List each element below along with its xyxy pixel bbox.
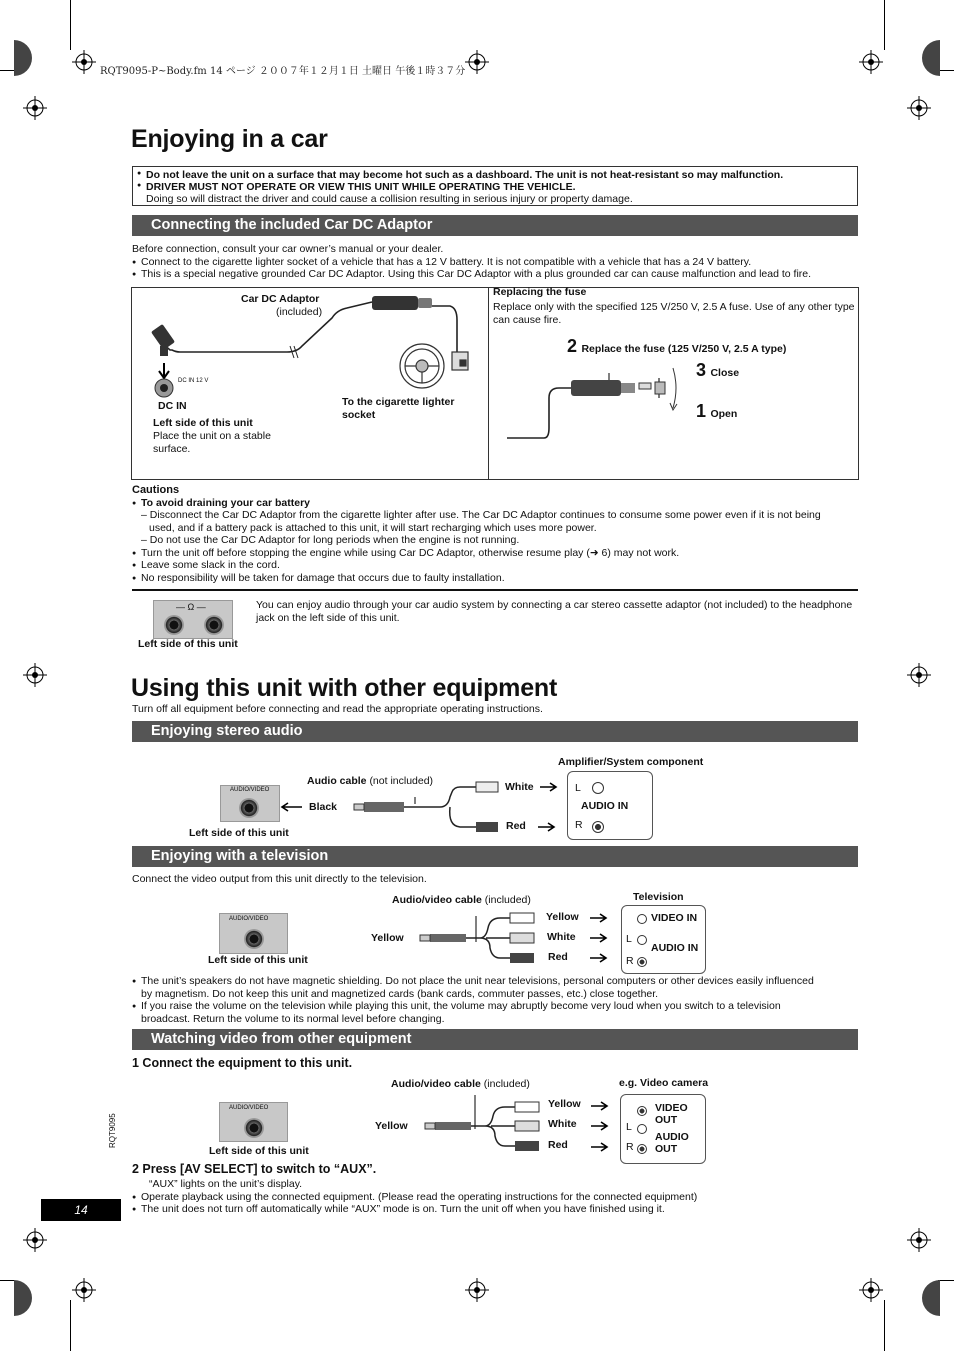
car-bullet-1: ● Connect to the cigarette lighter socket of a vehicle that has a 12 V battery. It is not compatible with a vehicle that has a 24 V battery.	[132, 256, 858, 269]
tv-cable-note: (included)	[484, 894, 531, 906]
stereo-black-label: Black	[309, 801, 338, 813]
warning-1: ● Do not leave the unit on a surface that may become hot such as a dashboard. The unit is not heat-resistant so may malfunction.	[137, 169, 853, 181]
amp-r-jack	[592, 821, 604, 833]
video-cable-bold: Audio/video cable	[391, 1078, 481, 1090]
tv-cable-bold: Audio/video cable	[392, 894, 482, 906]
tv-av-jack	[219, 913, 288, 954]
section-video: Watching video from other equipment	[132, 1029, 858, 1050]
car-bullet-2: ● This is a special negative grounded Car DC Adaptor. Using this Car DC Adaptor with a plus grounded car can cause malfunction and lead to fire.	[132, 268, 858, 281]
tv-yellow-label: Yellow	[546, 911, 579, 923]
video-jack-hole	[244, 1118, 264, 1138]
tv-cable-label	[392, 894, 531, 906]
step-2-number: 2	[567, 336, 578, 356]
cam-r-jack	[637, 1144, 647, 1154]
jack-hole-2	[204, 615, 224, 635]
cautions	[132, 484, 862, 584]
fuse-title: Replacing the fuse	[493, 286, 587, 298]
cam-audio-out-2: OUT	[655, 1143, 678, 1155]
fuse-step-1	[696, 401, 737, 422]
tv-r-label: R	[626, 955, 634, 967]
video-yellow-plug-label: Yellow	[375, 1120, 408, 1132]
fuse-text: Replace only with the specified 125 V/250 V, 2.5 A fuse. Use of any other type can cause fire.	[493, 301, 855, 326]
video-cable-note: (included)	[483, 1078, 530, 1090]
tv-note-2: ● If you raise the volume on the television while playing this unit, the volume may abruptly become very loud when you switch to a television	[132, 1000, 862, 1013]
tv-intro: Connect the video output from this unit directly to the television.	[132, 873, 427, 885]
stereo-av-label: AUDIO/VIDEO	[230, 787, 270, 793]
stereo-left-side: Left side of this unit	[189, 827, 289, 839]
cautions-dash-1b: used, and if a battery pack is attached to this unit, it will start recharging which uses more power.	[149, 521, 597, 534]
tv-left-side: Left side of this unit	[208, 954, 308, 966]
headphone-jack-illustration	[153, 600, 233, 639]
jack-hole-1	[164, 615, 184, 635]
cam-r-label: R	[626, 1141, 634, 1153]
video-notes	[132, 1178, 862, 1216]
television-box	[621, 905, 706, 974]
fuse-step-2	[567, 336, 786, 357]
tv-l-label: L	[626, 933, 632, 945]
tv-r-jack	[637, 957, 647, 967]
video-red-label: Red	[548, 1139, 568, 1151]
step-1-number: 1	[696, 401, 707, 421]
television-label: Television	[633, 891, 684, 903]
page-title-car: Enjoying in a car	[131, 125, 328, 153]
tv-note-1: ● The unit’s speakers do not have magnetic shielding. Do not place the unit near televisions, personal computers or other devices easily influenced	[132, 975, 862, 988]
tv-note-2b: broadcast. Return the volume to its normal level before changing.	[141, 1012, 445, 1025]
other-intro: Turn off all equipment before connecting and read the appropriate operating instructions.	[132, 703, 543, 715]
file-header: RQT9095-P~Body.fm 14 ページ ２００７年１２月１日 土曜日 午後１時３７分	[100, 66, 466, 77]
amp-l-jack	[592, 782, 604, 794]
tv-jack-hole	[244, 929, 264, 949]
section-rule	[132, 589, 858, 591]
cautions-dash-2: – Do not use the Car DC Adaptor for long periods when the engine is not running.	[141, 534, 520, 546]
video-av-jack	[219, 1102, 288, 1142]
video-bullet-2: ● The unit does not turn off automatically while “AUX” mode is on. Turn the unit off when you have finished using it.	[132, 1203, 862, 1216]
video-yellow-label: Yellow	[548, 1098, 581, 1110]
dc-in-small: DC IN 12 V	[178, 378, 209, 384]
cautions-title: Cautions	[132, 484, 180, 496]
tv-note-1b: by magnetism. Do not keep this unit and magnetized cards (bank cards, commuter passes, etc.) close together.	[141, 987, 659, 1000]
adaptor-label: Car DC Adaptor	[241, 293, 320, 305]
tv-yellow-plug-label: Yellow	[371, 932, 404, 944]
headphone-text: You can enjoy audio through your car audio system by connecting a car stereo cassette adaptor (not included) to the headphone jack on the left side of this unit.	[256, 599, 853, 624]
cam-video-jack	[637, 1106, 647, 1116]
step-3-text: Close	[710, 367, 740, 379]
video-camera-label: e.g. Video camera	[619, 1077, 709, 1089]
amp-r-label: R	[575, 819, 583, 831]
amp-l-label: L	[575, 782, 581, 794]
stereo-cable-note: (not included)	[369, 775, 434, 787]
cam-video-out-1: VIDEO	[655, 1102, 688, 1114]
cautions-dash-1: – Disconnect the Car DC Adaptor from the cigarette lighter after use. The Car DC Adaptor continues to consume some power even if it is not being	[141, 509, 821, 521]
stereo-av-jack	[220, 785, 280, 822]
model-code: RQT9095	[108, 1113, 117, 1148]
step-3-number: 3	[696, 360, 707, 380]
caution-item-3: ● No responsibility will be taken for damage that occurs due to faulty installation.	[132, 572, 862, 585]
video-camera-box	[620, 1094, 706, 1164]
amplifier-box	[567, 771, 653, 840]
video-bullet-1: ● Operate playback using the connected equipment. (Please read the operating instructions for the connected equipment)	[132, 1191, 862, 1204]
video-step-1: 1 Connect the equipment to this unit.	[132, 1056, 353, 1070]
dc-in-label: DC IN	[158, 400, 187, 412]
section-television: Enjoying with a television	[132, 846, 858, 867]
headphone-icon: — Ω —	[176, 602, 206, 612]
cam-l-jack	[637, 1124, 647, 1134]
cam-l-label: L	[626, 1121, 632, 1133]
section-car-dc: Connecting the included Car DC Adaptor	[132, 215, 858, 236]
tv-red-label: Red	[548, 951, 568, 963]
step-1-text: Open	[710, 408, 738, 420]
caution-item-1: ● Turn the unit off before stopping the engine while using Car DC Adaptor, otherwise resume play (➜ 6) may not work.	[132, 547, 862, 560]
tv-white-label: White	[547, 931, 576, 943]
tv-cable-illustration	[410, 908, 620, 968]
video-cable-label	[391, 1078, 530, 1090]
cautions-battery-title: ● To avoid draining your car battery	[132, 497, 862, 510]
left-side-label: Left side of this unit	[153, 417, 253, 429]
stereo-white-label: White	[505, 781, 534, 793]
video-left-side: Left side of this unit	[209, 1145, 309, 1157]
video-white-label: White	[548, 1118, 577, 1130]
cam-audio-out-1: AUDIO	[655, 1131, 689, 1143]
warning-3: Doing so will distract the driver and could cause a collision resulting in serious injury or property damage.	[146, 193, 633, 205]
stereo-cable-bold: Audio cable	[307, 775, 367, 787]
car-intro	[132, 243, 858, 281]
warning-2: ● DRIVER MUST NOT OPERATE OR VIEW THIS UNIT WHILE OPERATING THE VEHICLE.	[137, 181, 853, 193]
car-diagram-box	[131, 287, 859, 480]
adaptor-included: (included)	[276, 306, 323, 318]
aux-note: “AUX” lights on the unit’s display.	[149, 1178, 303, 1190]
step-2-text: Replace the fuse (125 V/250 V, 2.5 A type)	[581, 343, 787, 355]
stereo-red-label: Red	[506, 820, 526, 832]
cigarette-label: To the cigarette lighter socket	[342, 396, 455, 421]
tv-audio-in: AUDIO IN	[651, 942, 699, 954]
amplifier-label: Amplifier/System component	[558, 756, 704, 768]
video-cable-illustration	[415, 1095, 625, 1157]
video-av-label: AUDIO/VIDEO	[229, 1105, 269, 1111]
tv-notes	[132, 975, 862, 1025]
page-title-other: Using this unit with other equipment	[131, 674, 558, 702]
tv-av-label: AUDIO/VIDEO	[229, 916, 269, 922]
tv-video-jack	[637, 914, 647, 924]
left-side-note: Place the unit on a stable surface.	[153, 430, 271, 455]
tv-video-in: VIDEO IN	[651, 912, 698, 924]
amp-audio-in: AUDIO IN	[581, 800, 629, 812]
headphone-left-side: Left side of this unit	[138, 638, 238, 650]
fuse-step-3	[696, 360, 739, 381]
section-stereo: Enjoying stereo audio	[132, 721, 858, 742]
warning-box	[132, 166, 858, 206]
video-step-2: 2 Press [AV SELECT] to switch to “AUX”.	[132, 1162, 377, 1176]
tv-l-jack	[637, 935, 647, 945]
cam-video-out-2: OUT	[655, 1114, 678, 1126]
fuse-illustration	[489, 358, 719, 448]
page-number: 14	[41, 1199, 121, 1221]
car-intro-text: Before connection, consult your car owner’s manual or your dealer.	[132, 243, 444, 255]
caution-item-2: ● Leave some slack in the cord.	[132, 559, 862, 572]
stereo-jack-hole	[239, 798, 259, 818]
